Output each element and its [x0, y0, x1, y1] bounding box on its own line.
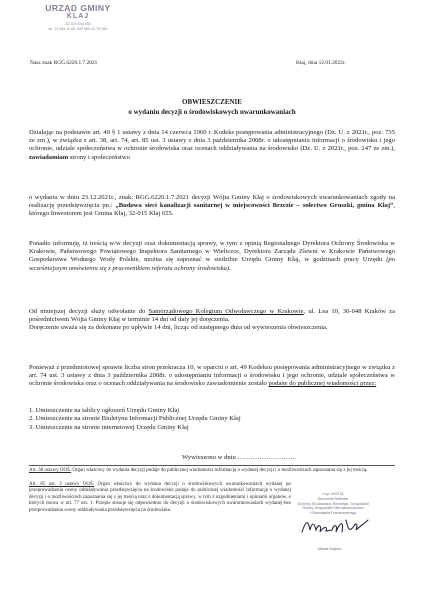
- reference-number: Nasz znak RGG.6220.1.7.2021: [30, 60, 98, 66]
- paragraph-publication: [29, 364, 395, 389]
- paragraph-appeal: [29, 308, 395, 333]
- stamp-line-3: 32-015 Klaj 655: [65, 22, 91, 26]
- footer-note-art-85-label: Art. 85 ust. 3 ustawy OOŚ.: [29, 482, 95, 487]
- paragraph-legal-basis-end: strony i społeczeństwo: [68, 153, 130, 161]
- paragraph-legal-basis-text: Działając na podstawie art. 49 § 1 ustawy z dnia 14 czerwca 1960 r. Kodeks postępowania administracyjnego (Dz. U. z 2021r., poz. 735 ze zm.), w związku z art. 38, art. 74, art. 85 ust. 3 ustawy z dnia 3 października 2008r. o udostępnianiu informacji o środowisku i jego ochronie, udziale społeczeństwa w ochronie środowiska oraz ocenach oddziaływania na środowisko (Dz. U. z 2021r., poz. 247 ze zm.),: [29, 129, 395, 153]
- footer-note-art-38-text: Organ właściwy do wydania decyzji podaje do publicznej wiadomości informację o wydanej decyzji i o możliwościach zapoznania się z jej treścią.: [71, 468, 368, 473]
- signature-stamp-line-3: Ochrony Środowiska, Rolnictwa, Gospodarki: [297, 501, 369, 506]
- place-date: Kłaj, dnia 12.01.2022r.: [296, 60, 346, 66]
- signature-stamp: [292, 492, 374, 516]
- footer-note-art-85-text: Organ właściwy do wydania decyzji o środowiskowych uwarunkowaniach wydanej po przeprowadzeniu oceny oddziaływania przedsięwzięcia na środowisko podaje do publicznej wiadomości informację o wydanej decyzji i o możliwościach zapoznania się z jej treścią oraz z dokumentacją sprawy, w tym z uzgodnieniami i opiniami organów, o których mowa w art. 77 ust. 1. Przepis stosuje się odpowiednio do decyzji o środowiskowych uwarunkowaniach wydanej bez przeprowadzenia oceny oddziaływania przedsięwzięcia na środowisko.: [29, 482, 291, 513]
- paragraph-decision: [29, 194, 395, 219]
- signature-stamp-line-4: Rolnej, Gospodarki Nieruchomościami: [302, 506, 364, 511]
- paragraph-appeal-end: , ul. Lea 10, 30-048 Kraków za pośrednictwem Wójta Gminy Kłaj w terminie 14 dni od daty jej doręczenia.: [29, 308, 395, 324]
- list-item: 1. Umieszczenie na tablicy ogłoszeń Urzędu Gminy Kłaj: [29, 407, 180, 414]
- footer-note-art-38: [29, 468, 395, 474]
- paragraph-decision-end: , którego Inwestorem jest Gmina Kłaj, 32-015 Kłaj 655.: [29, 202, 395, 218]
- office-stamp: [24, 4, 132, 32]
- list-item: 3. Umieszczenie na stronie internetowej Urzędu Gminy Kłaj: [29, 423, 189, 431]
- posted-date-line: Wywieszono w dniu ………………………: [182, 454, 297, 461]
- paragraph-inspection: [29, 240, 395, 273]
- signature-stamp-line-2: Kierownik Referatu: [317, 496, 349, 501]
- document-subtitle: o wydaniu decyzji o środowiskowych uwarunkowaniach: [128, 108, 296, 116]
- footer-note-art-85: [29, 482, 291, 514]
- project-name: „Budowa sieci kanalizacji sanitarnej w miejscowości Brzezie – sołectwo Gruszki, gmina Kłaj”: [115, 202, 394, 210]
- stamp-line-2: KLAJ: [66, 13, 90, 20]
- document-title: OBWIESZCZENIE: [182, 98, 242, 106]
- signature-stamp-line-5: i Planowania Przestrzennego: [309, 511, 357, 516]
- paragraph-decision-text: o wydaniu w dniu 23.12.2021r., znak: RGG.6220.1.7.2021 decyzji Wójta Gminy Kłaj o środowiskowych uwarunkowaniach zgody na realizację przedsięwzięcia pn.:: [29, 194, 395, 210]
- signature-stamp-line-1: z up. WÓJTA: [322, 492, 344, 496]
- paragraph-legal-basis: [29, 129, 395, 162]
- paragraph-inspection-italic: (po wcześniejszym umówieniu się z pracownikiem referatu ochrony środowiska).: [29, 256, 395, 272]
- list-item: 2. Umieszczenie na stronie Biuletynu Informacji Publicznej Urzędu Gminy Kłaj: [29, 415, 241, 423]
- stamp-line-4: tel. 12 284 11 60, NIP 683-10-75-345: [48, 27, 108, 31]
- signature-name: Marta Mąsior: [318, 546, 342, 551]
- paragraph-inspection-text: Ponadto informuję, iż treścią w/w decyzji oraz dokumentacją sprawy, w tym z opinią Regionalnego Dyrektora Ochrony Środowiska w Krakowie, Państwowego Powiatowego Inspektora Sanitarnego w Wieliczce, Dyrektora Zarządu Zlewni w Krakowie Państwowego Gospodarstwa Wodnego Wody Polskie, można się zapoznać w siedzibie Urzędu Gminy Kłaj, w godzinach pracy Urzędu: [29, 240, 395, 264]
- paragraph-appeal-text: Od niniejszej decyzji służy odwołanie do: [29, 308, 146, 315]
- handwritten-signature: [298, 514, 374, 538]
- paragraph-delivery: Doręczenie uważa się za dokonane po upływie 14 dni, licząc od następnego dnia od wywieszenia obwieszczenia.: [29, 324, 328, 332]
- footer-divider: [29, 465, 395, 466]
- publication-list: [29, 407, 329, 432]
- appeal-authority: Samorządowego Kolegium Odwoławczego w Krakowie: [148, 308, 304, 315]
- paragraph-legal-basis-bold: zawiadamiam: [29, 153, 69, 161]
- stamp-line-1: URZĄD GMINY: [45, 3, 111, 13]
- paragraph-publication-text: Ponieważ z przedmiotowej sprawie liczba stron przekracza 10, w oparciu o art. 49 Kodeksu postępowania administracyjnego w związku z art. 74 ust. 3 ustawy z dnia 3 października 2008r. o udostępnianiu informacji o środowisku i jego ochronie, udziale społeczeństwa w ochronie środowiska oraz o ocenach oddziaływania na środowisko zawiadomienie zostało: [29, 364, 395, 388]
- footer-note-art-38-label: Art. 38 ustawy OOŚ.: [29, 468, 72, 473]
- paragraph-publication-underlined: podane do publicznej wiadomości przez:: [268, 380, 377, 388]
